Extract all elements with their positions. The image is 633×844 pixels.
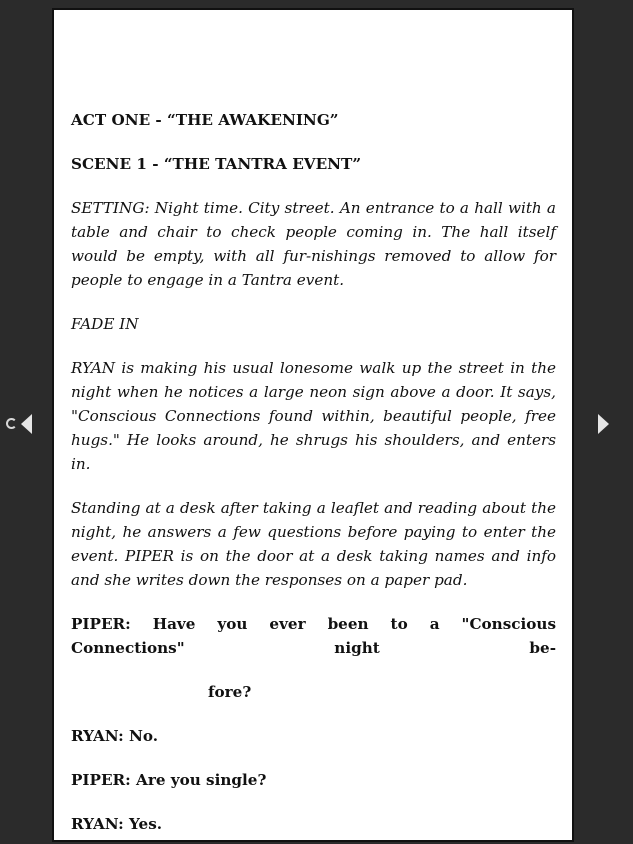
dialogue-piper-1: PIPER: Have you ever been to a "Conscious Connections" night be-	[71, 615, 556, 657]
prev-page-arrow-icon[interactable]	[21, 414, 32, 434]
fade-in-direction: FADE IN	[71, 315, 139, 333]
dialogue-ryan-1: RYAN: No.	[71, 727, 159, 745]
act-heading: ACT ONE - “THE AWAKENING”	[71, 111, 339, 129]
document-page	[52, 8, 574, 842]
page-content	[71, 108, 556, 844]
dialogue-piper-2: PIPER: Are you single?	[71, 771, 267, 789]
setting-paragraph: SETTING: Night time. City street. An entrance to a hall with a table and chair to check people coming in. The hall itself would be empty, with all fur-nishings removed to allow for people to engage in a Tantra event.	[71, 199, 556, 289]
loading-spinner-icon	[6, 418, 17, 429]
dialogue-ryan-2: RYAN: Yes.	[71, 815, 163, 833]
dialogue-piper-1-continued: fore?	[208, 683, 252, 701]
action-paragraph-1: RYAN is making his usual lonesome walk up the street in the night when he notices a large neon sign above a door. It says, "Conscious Connections found within, beautiful people, free hugs." He looks around, he shrugs his shoulders, and enters in.	[71, 359, 556, 473]
action-paragraph-2: Standing at a desk after taking a leaflet and reading about the night, he answers a few questions before paying to enter the event. PIPER is on the door at a desk taking names and info and she writes down the responses on a paper pad.	[71, 499, 556, 589]
next-page-arrow-icon[interactable]	[598, 414, 609, 434]
scene-heading: SCENE 1 - “THE TANTRA EVENT”	[71, 155, 362, 173]
